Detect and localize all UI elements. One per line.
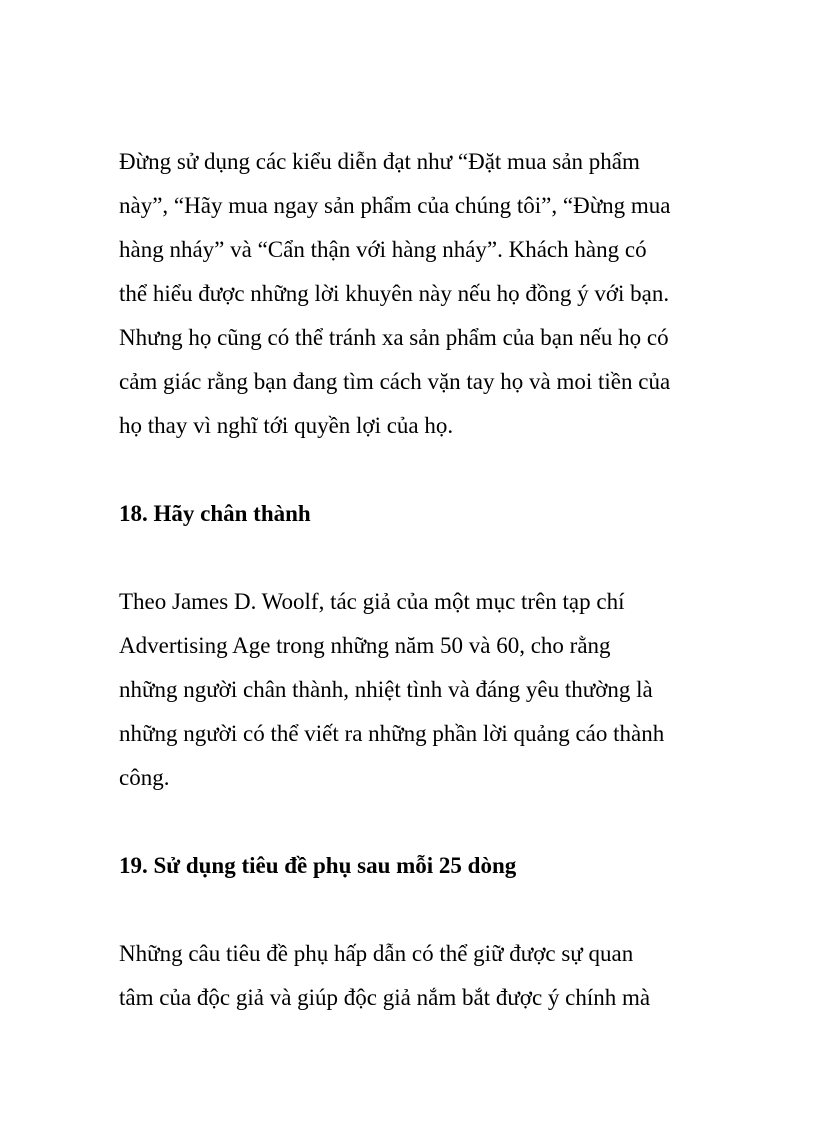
text-line: thể hiểu được những lời khuyên này nếu họ đồng ý với bạn. bbox=[119, 281, 670, 306]
text-line: Nhưng họ cũng có thể tránh xa sản phẩm của bạn nếu họ có bbox=[119, 325, 669, 350]
text-line: cảm giác rằng bạn đang tìm cách vặn tay họ và moi tiền của bbox=[119, 369, 671, 394]
text-line: Những câu tiêu đề phụ hấp dẫn có thể giữ được sự quan bbox=[119, 941, 634, 966]
text-line: tâm của độc giả và giúp độc giả nắm bắt được ý chính mà bbox=[119, 985, 651, 1010]
paragraph-sincerity bbox=[119, 580, 719, 800]
text-line: những người chân thành, nhiệt tình và đáng yêu thường là bbox=[119, 677, 653, 702]
section-heading-18: 18. Hãy chân thành bbox=[119, 501, 311, 526]
paragraph-spacer bbox=[119, 888, 719, 932]
text-line: Advertising Age trong những năm 50 và 60, cho rằng bbox=[119, 633, 611, 658]
document-body bbox=[119, 140, 719, 1020]
text-line: này”, “Hãy mua ngay sản phẩm của chúng tôi”, “Đừng mua bbox=[119, 193, 671, 218]
text-line: hàng nháy” và “Cẩn thận với hàng nháy”. Khách hàng có bbox=[119, 237, 647, 262]
paragraph-spacer bbox=[119, 448, 719, 492]
text-line: những người có thể viết ra những phần lời quảng cáo thành bbox=[119, 721, 665, 746]
paragraph-advice bbox=[119, 140, 719, 448]
paragraph-subheadings bbox=[119, 932, 719, 1020]
text-line: Theo James D. Woolf, tác giả của một mục trên tạp chí bbox=[119, 589, 625, 614]
paragraph-spacer bbox=[119, 800, 719, 844]
section-heading-19: 19. Sử dụng tiêu đề phụ sau mỗi 25 dòng bbox=[119, 853, 517, 878]
text-line: họ thay vì nghĩ tới quyền lợi của họ. bbox=[119, 413, 454, 438]
text-line: công. bbox=[119, 765, 170, 790]
paragraph-spacer bbox=[119, 536, 719, 580]
text-line: Đừng sử dụng các kiểu diễn đạt như “Đặt mua sản phẩm bbox=[119, 149, 640, 174]
